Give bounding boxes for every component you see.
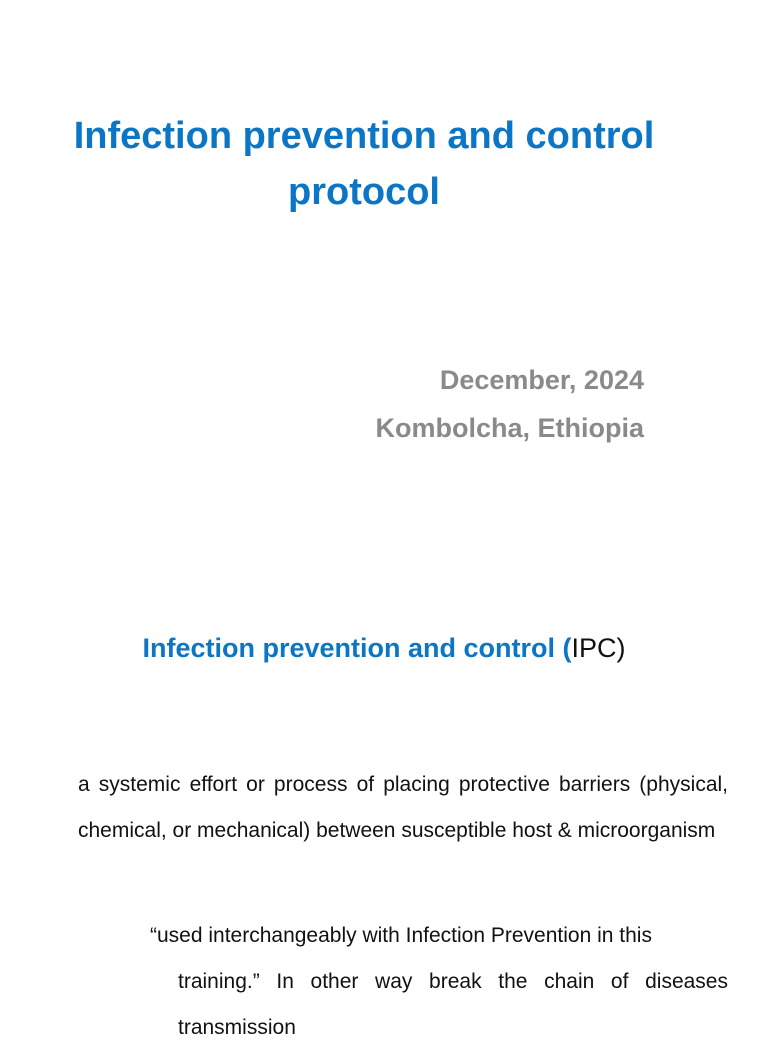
document-meta bbox=[375, 356, 644, 452]
quote-continuation: training.” In other way break the chain of diseases transmission bbox=[178, 970, 728, 1039]
document-title bbox=[30, 108, 698, 220]
document-date: December, 2024 bbox=[439, 365, 644, 395]
document-location: Kombolcha, Ethiopia bbox=[375, 413, 644, 443]
quote-line-1: “used interchangeably with Infection Prevention in this bbox=[150, 924, 652, 947]
section-heading-main: Infection prevention and control ( bbox=[142, 633, 572, 663]
section-heading-abbreviation: IPC) bbox=[571, 633, 626, 663]
quote-paragraph bbox=[150, 913, 728, 1051]
document-title-line-1: Infection prevention and control bbox=[73, 115, 655, 157]
section-heading bbox=[0, 628, 768, 668]
definition-paragraph: a systemic effort or process of placing protective barriers (physical, chemical, or mechanical) between susceptible host & microorganism bbox=[78, 773, 728, 842]
document-title-line-2: protocol bbox=[288, 171, 440, 213]
